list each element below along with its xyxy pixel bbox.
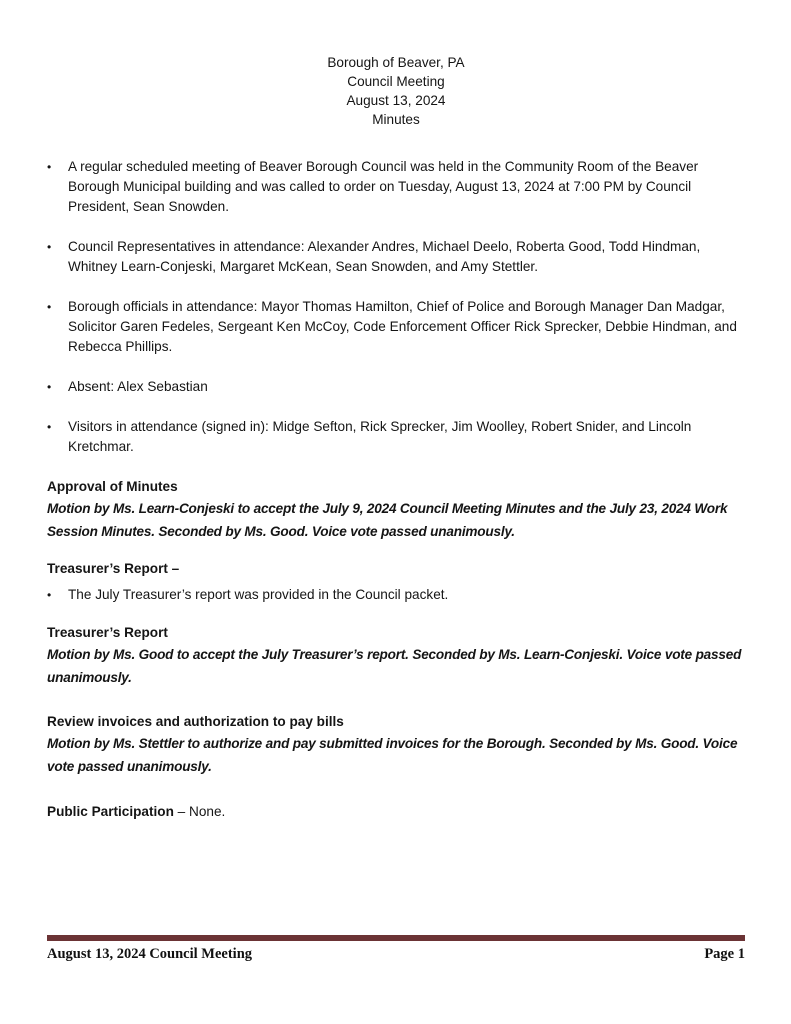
section-heading-treasurers-report-dash: Treasurer’s Report –: [47, 561, 180, 576]
footer-page-number: Page 1: [704, 946, 745, 962]
bullet-text-visitors: Visitors in attendance (signed in): Midge Sefton, Rick Sprecker, Jim Woolley, Robert Snider, and Lincoln Kretchmar.: [68, 419, 692, 454]
bullet-text-absent: Absent: Alex Sebastian: [68, 379, 208, 394]
section-heading-approval-of-minutes: Approval of Minutes: [47, 479, 178, 494]
motion-text-approval-of-minutes: Motion by Ms. Learn-Conjeski to accept the July 9, 2024 Council Meeting Minutes and the July 23, 2024 Work Session Minutes. Seconded by Ms. Good. Voice vote passed unanimously.: [47, 501, 728, 539]
bullet-text-borough-officials: Borough officials in attendance: Mayor Thomas Hamilton, Chief of Police and Borough Manager Dan Madgar, Solicitor Garen Fedeles, Sergeant Ken McCoy, Code Enforcement Officer Rick Sprecker, Debbie Hindman, and Rebecca Phillips.: [68, 299, 737, 354]
bullet-marker: •: [47, 300, 52, 314]
title-line-meeting-type: Council Meeting: [347, 74, 445, 89]
bullet-marker: •: [47, 240, 52, 254]
list-item-council-representatives: [47, 237, 745, 277]
title-line-organization: Borough of Beaver, PA: [327, 55, 465, 70]
bullet-marker: •: [47, 588, 52, 602]
section-approval-of-minutes: [47, 477, 745, 543]
list-item-treasurer-packet: [47, 585, 745, 605]
document-footer: [47, 935, 745, 963]
bullet-marker: •: [47, 380, 52, 394]
bullet-text-call-to-order: A regular scheduled meeting of Beaver Borough Council was held in the Community Room of the Beaver Borough Municipal building and was called to order on Tuesday, August 13, 2024 at 7:00 PM by Council President, Sean Snowden.: [68, 159, 699, 214]
motion-text-treasurers-report: Motion by Ms. Good to accept the July Treasurer’s report. Seconded by Ms. Learn-Conjeski. Voice vote passed unanimously.: [47, 647, 742, 685]
footer-text-row: [47, 946, 745, 963]
section-treasurers-report-packet: [47, 559, 745, 605]
title-line-date: August 13, 2024: [346, 93, 446, 108]
bullet-text-council-representatives: Council Representatives in attendance: Alexander Andres, Michael Deelo, Roberta Good, Todd Hindman, Whitney Learn-Conjeski, Margaret McKean, Sean Snowden, and Amy Stettler.: [68, 239, 701, 274]
footer-rule: [47, 935, 745, 941]
section-review-invoices: [47, 712, 745, 778]
section-heading-treasurers-report: Treasurer’s Report: [47, 625, 168, 640]
title-line-minutes: Minutes: [372, 112, 420, 127]
bullet-marker: •: [47, 420, 52, 434]
document-title-block: [47, 0, 745, 129]
section-treasurers-report-motion: [47, 623, 745, 689]
list-item-absent: [47, 377, 745, 397]
motion-text-review-invoices: Motion by Ms. Stettler to authorize and pay submitted invoices for the Borough. Seconded by Ms. Good. Voice vote passed unanimously.: [47, 736, 738, 774]
list-item-borough-officials: [47, 297, 745, 357]
bullet-text-treasurer-packet: The July Treasurer’s report was provided in the Council packet.: [68, 587, 449, 602]
section-heading-review-invoices: Review invoices and authorization to pay bills: [47, 714, 344, 729]
section-public-participation: [47, 802, 745, 822]
section-heading-public-participation: Public Participation: [47, 804, 174, 819]
bullet-marker: •: [47, 160, 52, 174]
public-participation-value: – None.: [173, 804, 226, 819]
list-item-call-to-order: [47, 157, 745, 217]
list-item-visitors: [47, 417, 745, 457]
footer-meeting-label: August 13, 2024 Council Meeting: [47, 946, 253, 962]
attendance-bullet-list: [47, 157, 745, 457]
